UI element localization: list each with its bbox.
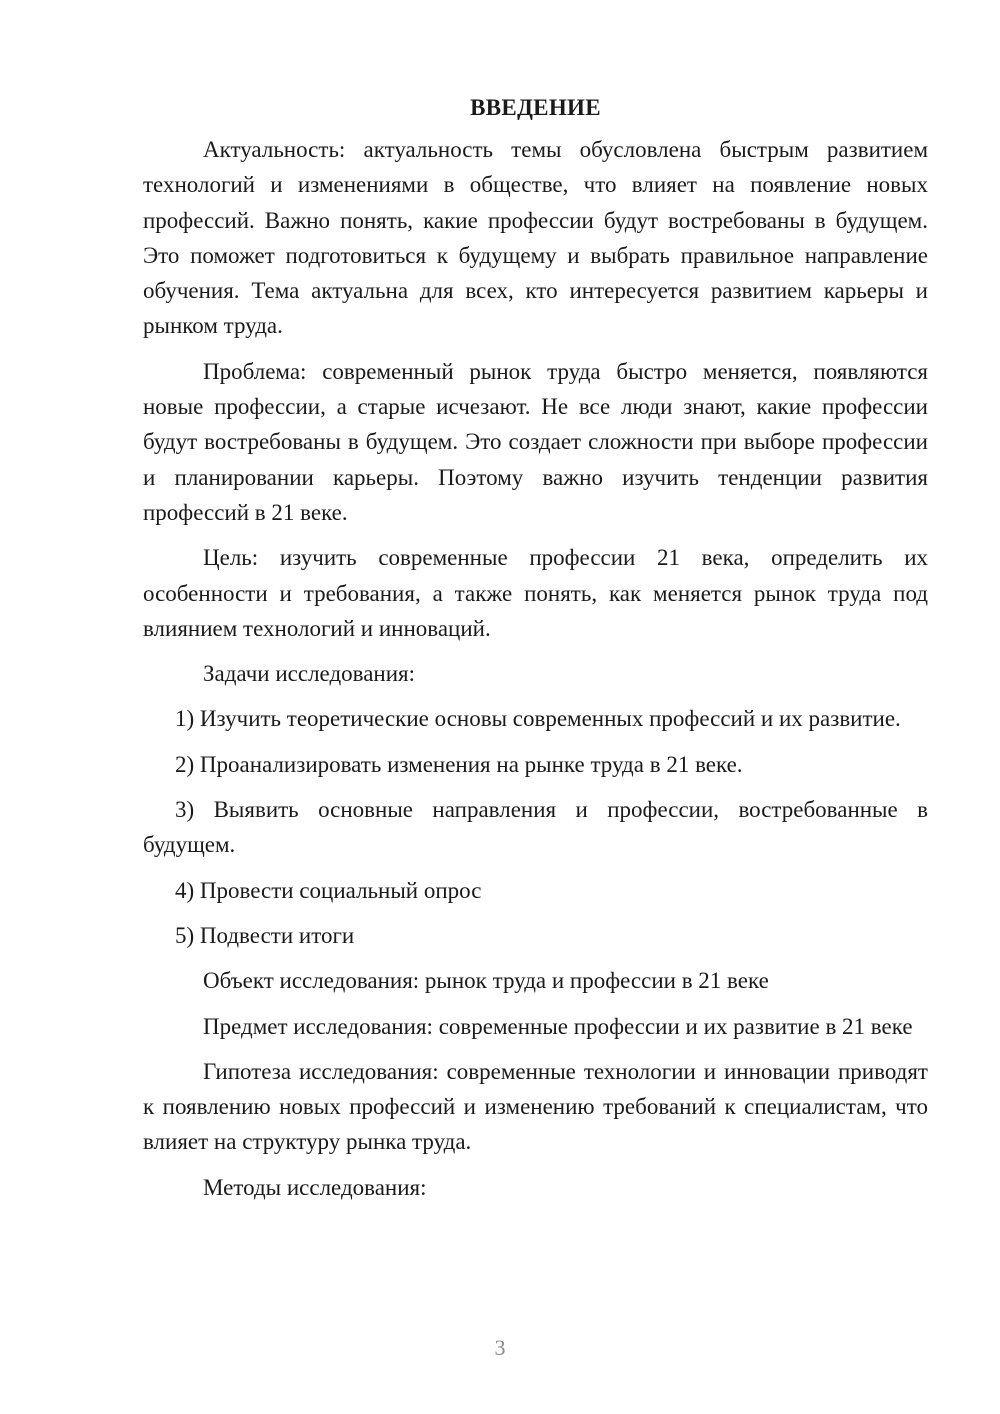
section-heading: ВВЕДЕНИЕ xyxy=(470,95,601,120)
task-item: 4) Провести социальный опрос xyxy=(175,877,482,903)
goal-paragraph: Цель: изучить современные профессии 21 века, определить их особенности и требования, а также понять, как меняется рынок труда под влиянием технологий и инноваций. xyxy=(143,545,928,641)
tasks-title: Задачи исследования: xyxy=(203,661,416,687)
page-number: 3 xyxy=(494,1335,506,1360)
relevance-paragraph: Актуальность: актуальность темы обусловлена быстрым развитием технологий и изменениями в обществе, что влияет на появление новых профессий. Важно понять, какие профессии будут востребованы в будущем. Это поможет подготовиться к будущему и выбрать правильное направление обучения. Тема актуальна для всех, кто интересуется развитием карьеры и рынком труда. xyxy=(143,137,928,339)
hypothesis-paragraph: Гипотеза исследования: современные технологии и инновации приводят к появлению новых профессий и изменению требований к специалистам, что влияет на структуру рынка труда. xyxy=(143,1058,928,1155)
task-item: 2) Проанализировать изменения на рынке труда в 21 веке. xyxy=(175,751,743,777)
object-paragraph: Объект исследования: рынок труда и профессии в 21 веке xyxy=(203,968,769,994)
task-item: 3) Выявить основные направления и профессии, востребованные в будущем. xyxy=(143,797,928,858)
task-item: 1) Изучить теоретические основы современных профессий и их развитие. xyxy=(175,706,901,732)
methods-paragraph: Методы исследования: xyxy=(203,1174,427,1200)
page-content xyxy=(143,90,928,1205)
task-item: 5) Подвести итоги xyxy=(175,922,355,948)
subject-paragraph: Предмет исследования: современные профессии и их развитие в 21 веке xyxy=(203,1013,913,1039)
problem-paragraph: Проблема: современный рынок труда быстро меняется, появляются новые профессии, а старые исчезают. Не все люди знают, какие профессии будут востребованы в будущем. Это создает сложности при выборе профессии и планировании карьеры. Поэтому важно изучить тенденции развития профессий в 21 веке. xyxy=(143,358,928,525)
